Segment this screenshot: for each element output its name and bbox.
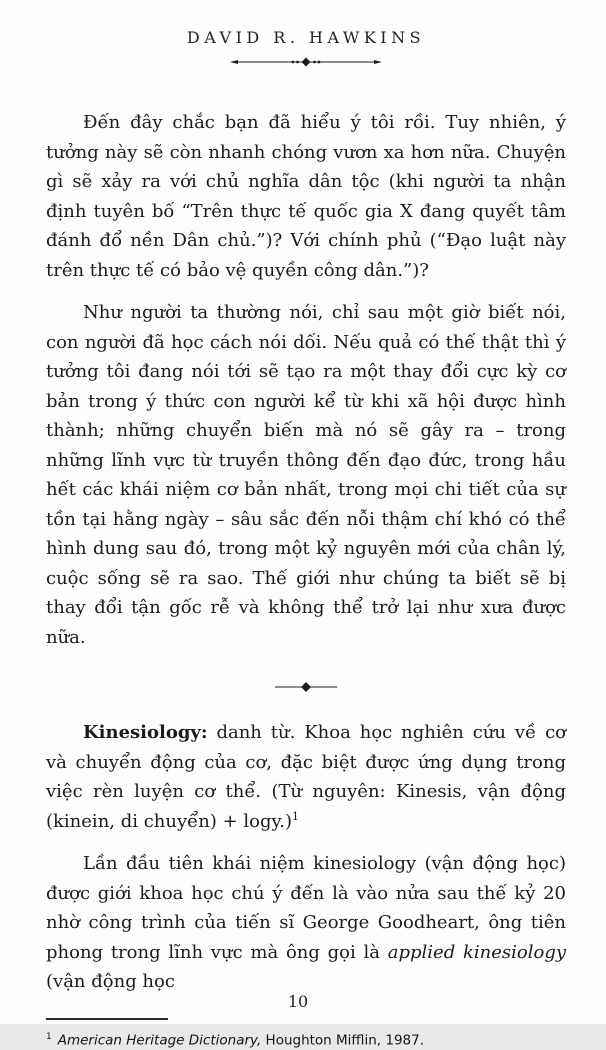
footnote-source-title: American Heritage Dictionary, [58,1032,262,1048]
page-number: 10 [0,992,596,1011]
running-head-author: DAVID R. HAWKINS [46,28,566,47]
footnote-reference-marker: 1 [292,810,299,823]
paragraph-kinesiology-definition [46,718,566,836]
footnote-text [46,1027,566,1050]
paragraph-kinesiology-history [46,849,566,997]
footnote-block [46,1018,566,1050]
page-header [46,28,566,68]
header-divider-ornament-icon [46,56,566,68]
history-text-after: (vận động học [46,971,175,992]
paragraph-nationalism: Đến đây chắc bạn đã hiểu ý tôi rồi. Tuy nhiên, ý tưởng này sẽ còn nhanh chóng vươn xa hơn nữa. Chuyện gì sẽ xảy ra với chủ nghĩa dân tộc (khi người ta nhận định tuyên bố “Trên thực tế quốc gia X đang quyết tâm đánh đổ nền Dân chủ.”)? Với chính phủ (“Đạo luật này trên thực tế có bảo vệ quyền công dân.”)? [46,108,566,285]
footnote-marker: 1 [46,1032,52,1042]
definition-body: danh từ. Khoa học nghiên cứu về cơ và chuyển động của cơ, đặc biệt được ứng dụng trong việc rèn luyện cơ thể. (Từ nguyên: Kinesis, vận động (kinein, di chuyển) + logy.) [46,722,566,832]
footnote-source-publisher: Houghton Mifflin, 1987. [261,1032,424,1048]
definition-term: Kinesiology: [83,722,208,743]
footnote-rule [46,1018,168,1020]
section-divider-diamond-icon [46,681,566,693]
history-text-before: Lần đầu tiên khái niệm kinesiology (vận động học) được giới khoa học chú ý đến là vào nửa sau thế kỷ 20 nhờ công trình của tiến sĩ George Goodheart, ông tiên phong trong lĩnh vực mà ông gọi là [46,853,566,963]
history-italic-term: applied kinesiology [388,942,566,963]
paragraph-lying: Như người ta thường nói, chỉ sau một giờ biết nói, con người đã học cách nói dối. Nếu quả có thế thật thì ý tưởng tôi đang nói tới sẽ tạo ra một thay đổi cực kỳ cơ bản trong ý thức con người kể từ khi xã hội được hình thành; những chuyển biến mà nó sẽ gây ra – trong những lĩnh vực từ truyền thông đến đạo đức, trong hầu hết các khái niệm cơ bản nhất, trong mọi chi tiết của sự tồn tại hằng ngày – sâu sắc đến nỗi thậm chí khó có thể hình dung sau đó, trong một kỷ nguyên mới của chân lý, cuộc sống sẽ ra sao. Thế giới như chúng ta biết sẽ bị thay đổi tận gốc rễ và không thể trở lại như xưa được nữa. [46,298,566,652]
page-body [46,108,566,997]
